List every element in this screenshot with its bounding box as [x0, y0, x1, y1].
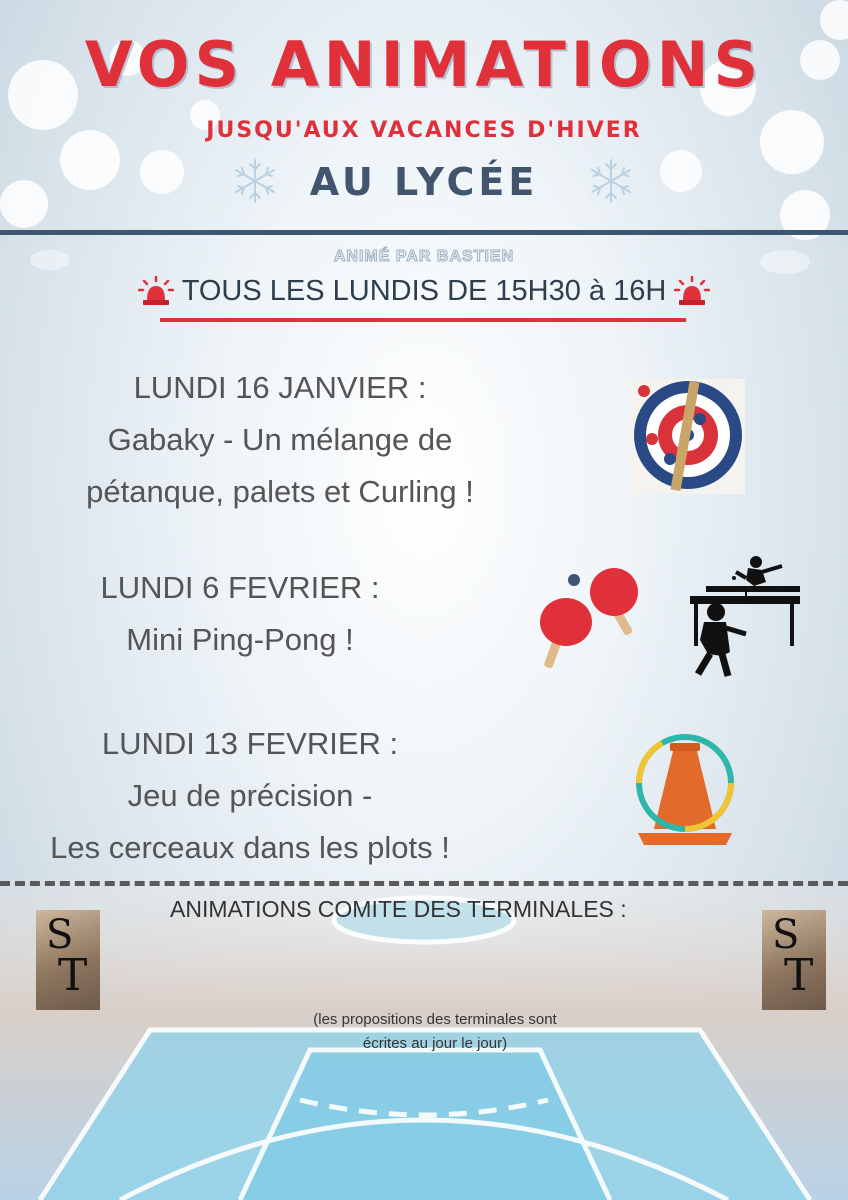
table-tennis-players-image	[686, 556, 802, 678]
event-date: LUNDI 16 JANVIER :	[133, 370, 427, 405]
snowflake-icon	[588, 158, 634, 204]
st-logo	[36, 910, 100, 1010]
poster-subtitle: JUSQU'AUX VACANCES D'HIVER	[206, 118, 642, 143]
note-line: écrites au jour le jour)	[362, 1035, 508, 1052]
section-divider	[0, 881, 848, 886]
event-description: Les cerceaux dans les plots !	[50, 830, 450, 865]
st-logo-letter: T	[784, 950, 814, 1001]
terminales-heading: ANIMATIONS COMITE DES TERMINALES :	[170, 896, 627, 922]
event-description: pétanque, palets et Curling !	[86, 474, 474, 509]
st-logo-letter: S	[46, 912, 74, 958]
note-line: (les propositions des terminales sont	[313, 1011, 557, 1028]
animator-credit: ANIMÉ PAR BASTIEN	[333, 248, 515, 265]
terminales-note	[260, 1008, 610, 1056]
event-16-janvier	[20, 362, 540, 518]
schedule-text: TOUS LES LUNDIS DE 15H30 à 16H	[181, 274, 667, 307]
siren-icon	[674, 276, 710, 306]
st-logo	[762, 910, 826, 1010]
header-divider	[0, 230, 848, 235]
schedule-underline	[160, 318, 686, 322]
event-6-fevrier	[20, 562, 460, 666]
st-logo-letter: S	[772, 912, 800, 958]
cone-hoop-image	[632, 733, 738, 851]
event-date: LUNDI 13 FEVRIER :	[101, 726, 399, 761]
event-13-fevrier	[0, 718, 500, 874]
ping-pong-paddles-image	[538, 566, 644, 670]
st-logo-letter: T	[58, 950, 88, 1001]
event-date: LUNDI 6 FEVRIER :	[100, 570, 380, 605]
event-description: Mini Ping-Pong !	[126, 622, 354, 657]
event-description: Gabaky - Un mélange de	[107, 422, 453, 457]
schedule-line	[0, 274, 848, 308]
siren-icon	[138, 276, 174, 306]
poster-location: AU LYCÉE	[309, 160, 539, 204]
poster-title: VOS ANIMATIONS	[84, 28, 764, 101]
gabaky-target-image	[630, 379, 745, 494]
event-description: Jeu de précision -	[127, 778, 373, 813]
